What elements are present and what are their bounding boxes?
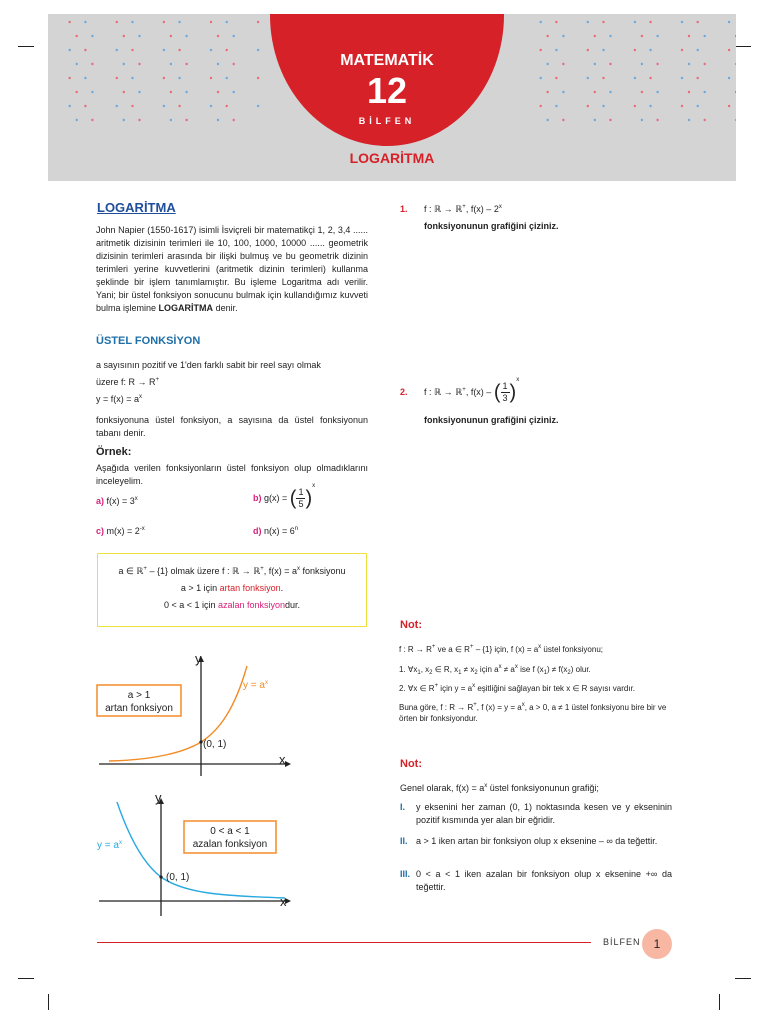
pattern-dot <box>226 21 228 23</box>
pattern-dot <box>185 119 187 121</box>
curve-label-sup: x <box>264 680 268 686</box>
pattern-dot <box>594 91 596 93</box>
crop-mark <box>719 994 720 1010</box>
pattern-dot <box>641 63 643 65</box>
note-1-line4 <box>399 702 677 724</box>
pattern-dot <box>178 105 180 107</box>
pattern-dot <box>587 49 589 51</box>
exp-line2-sup: + <box>155 377 160 383</box>
pattern-dot <box>131 21 133 23</box>
pattern-dot <box>704 119 706 121</box>
example-c-expr: m(x) = 2 <box>106 526 140 536</box>
pattern-dot <box>123 119 125 121</box>
pattern-dot <box>728 21 730 23</box>
box-l1-tail: fonksiyonu <box>300 566 346 576</box>
curve-label-text: y = a <box>97 840 119 851</box>
pattern-dot <box>681 49 683 51</box>
pattern-dot <box>594 63 596 65</box>
n1-l2-sub3: 1 <box>458 670 462 676</box>
intro-paragraph <box>96 224 368 315</box>
pattern-dot <box>602 105 604 107</box>
example-d-sup: n <box>294 526 299 532</box>
y-label: y <box>155 790 162 805</box>
pattern-dot <box>547 63 549 65</box>
n2-intro-end: üstel fonksiyonunun grafiği; <box>487 783 599 793</box>
note-2-intro <box>400 782 599 795</box>
n2-intro: Genel olarak, f(x) = a <box>400 783 485 793</box>
pattern-dot <box>170 63 172 65</box>
exp-formula-text: y = f(x) = a <box>96 394 140 404</box>
graph-tag-line1: 0 < a < 1 <box>210 826 250 837</box>
pattern-dot <box>233 63 235 65</box>
exp-desc-text: fonksiyonuna üstel fonksiyon, a sayısına da üstel fonksiyonun tabanı denir. <box>96 415 368 438</box>
q2-sup1: + <box>462 387 466 393</box>
fraction-num: 1 <box>502 381 508 392</box>
pattern-dot <box>116 105 118 107</box>
pattern-dot <box>84 105 86 107</box>
intro-text: John Napier (1550-1617) isimli İsviçreli bir matematikçi 1, 2, 3,4 ...... aritmetik dizisinin terimleri ile 10, 100, 1000, 10000 ...... geometrik dizisinin terimleri arasında bir ilişki bulmuş ve bu geometrik dizinin terimleri yerine kuvvetlerini (aritmetik dizinin terimleri) kullanma şeklinde bir işlem tanımlamıştır. Bu işleme Logaritma adı verilir. Yani; bir üstel fonksiyon sonucunu bulmak için kullandığımız kuvveti bulma işlemine <box>96 225 368 313</box>
increasing-graph <box>95 648 295 780</box>
box-l3-mag: azalan fonksiyon <box>217 600 286 610</box>
box-line2 <box>98 580 366 597</box>
q2-expr2: , f(x) – <box>465 387 492 397</box>
pattern-dot <box>562 35 564 37</box>
crop-mark <box>735 978 751 979</box>
exp-line2-text: üzere f: R → R <box>96 377 156 387</box>
n1-l4-sup: + <box>473 702 477 708</box>
footer-brand: BİLFEN <box>603 937 641 947</box>
question-1-instruction: fonksiyonunun grafiğini çiziniz. <box>424 221 559 231</box>
n1-l2-sub2: 2 <box>429 670 433 676</box>
pattern-dot <box>656 63 658 65</box>
pattern-dot <box>587 105 589 107</box>
pattern-dot <box>84 49 86 51</box>
pattern-dot <box>688 91 690 93</box>
pattern-dot <box>76 119 78 121</box>
graph-tag-line1: a > 1 <box>127 690 151 701</box>
pattern-dot <box>728 77 730 79</box>
pattern-dot <box>210 77 212 79</box>
pattern-dot <box>562 91 564 93</box>
box-line1 <box>98 563 366 580</box>
pattern-dot <box>540 49 542 51</box>
pattern-dot <box>91 63 93 65</box>
note-2-i-label: I. <box>400 802 406 812</box>
exp-line1-text: a sayısının pozitif ve 1'den farklı sabit bir reel sayı olmak <box>96 360 321 370</box>
pattern-dot <box>123 63 125 65</box>
n1-l4c: , a > 0, a ≠ 1 üstel fonksiyonu bire bir ve örten bir fonksiyondur. <box>399 703 667 723</box>
pattern-dot <box>697 49 699 51</box>
pattern-dot <box>217 63 219 65</box>
pattern-dot <box>131 49 133 51</box>
pattern-dot <box>562 63 564 65</box>
n1-l1-sup2: + <box>469 644 474 650</box>
n1-l4: Buna göre, f : R → R <box>399 703 474 712</box>
pattern-dot <box>609 63 611 65</box>
pattern-dot <box>540 21 542 23</box>
curve-label <box>243 680 268 691</box>
exp-formula <box>96 393 142 406</box>
note-1-title: Not: <box>400 619 422 631</box>
note-2-iii-text: 0 < a < 1 iken azalan bir fonksiyon olup x eksenine +∞ da teğettir. <box>416 869 672 892</box>
pattern-dot <box>634 77 636 79</box>
pattern-dot <box>609 119 611 121</box>
n1-l2-sub5: 1 <box>543 670 548 676</box>
n1-l1d: üstel fonksiyonu; <box>541 645 603 654</box>
pattern-dot <box>91 91 93 93</box>
pattern-dot <box>185 91 187 93</box>
pattern-dot <box>555 77 557 79</box>
pattern-dot <box>587 21 589 23</box>
n1-l2f: ≠ a <box>501 665 515 674</box>
n1-l2h: ) ≠ f(x <box>547 665 568 674</box>
pattern-dot <box>656 35 658 37</box>
pattern-dot <box>163 49 165 51</box>
pattern-dot <box>226 49 228 51</box>
pattern-dot <box>704 35 706 37</box>
example-a <box>96 495 138 508</box>
pattern-dot <box>257 77 259 79</box>
pattern-dot <box>649 21 651 23</box>
pattern-dot <box>735 63 736 65</box>
pattern-dot <box>69 77 71 79</box>
section-title: LOGARİTMA <box>97 200 176 215</box>
curve-label-text: y = a <box>243 680 265 691</box>
pattern-dot <box>210 105 212 107</box>
q1-sup1: + <box>462 204 466 210</box>
exp-formula-sup: x <box>139 394 143 400</box>
box-line3 <box>98 597 366 614</box>
pattern-dot <box>257 49 259 51</box>
fraction-den: 3 <box>502 393 508 404</box>
pattern-dot <box>688 119 690 121</box>
box-l1-end: , f(x) = a <box>263 566 298 576</box>
pattern-dot <box>210 49 212 51</box>
pattern-dot <box>226 105 228 107</box>
pattern-dot <box>84 21 86 23</box>
pattern-dot <box>76 63 78 65</box>
pattern-dot <box>641 35 643 37</box>
exp-desc <box>96 414 368 440</box>
pattern-dot <box>634 105 636 107</box>
pattern-dot <box>555 49 557 51</box>
crop-mark <box>18 978 34 979</box>
n2-intro-sup: x <box>484 783 488 789</box>
note-2-ii-label: II. <box>400 836 408 846</box>
pattern-dot <box>602 49 604 51</box>
pattern-dot <box>555 21 557 23</box>
pattern-dot <box>704 63 706 65</box>
box-l3-pre: 0 < a < 1 için <box>163 600 218 610</box>
curve-label <box>97 840 122 851</box>
q2-number: 2. <box>400 387 408 397</box>
pattern-dot <box>123 91 125 93</box>
q1-expr: f : ℝ → ℝ <box>424 204 463 214</box>
n1-l2-sub4: 2 <box>474 670 478 676</box>
subject-title: MATEMATİK <box>340 52 434 69</box>
example-d-expr: n(x) = 6 <box>264 526 295 536</box>
pattern-dot <box>170 35 172 37</box>
pattern-dot <box>131 105 133 107</box>
pattern-dot <box>76 35 78 37</box>
pattern-dot <box>697 105 699 107</box>
pattern-dot <box>697 77 699 79</box>
pattern-dot <box>697 21 699 23</box>
box-l1-sup1: + <box>143 566 147 572</box>
pattern-dot <box>84 77 86 79</box>
n1-l2-sub1: 1 <box>417 670 421 676</box>
pattern-dot <box>178 77 180 79</box>
pattern-dot <box>116 77 118 79</box>
pattern-dot <box>69 105 71 107</box>
pattern-dot <box>138 35 140 37</box>
pattern-dot <box>163 77 165 79</box>
graph-tag-line2: artan fonksiyon <box>105 703 173 714</box>
question-1 <box>400 203 502 216</box>
pattern-dot <box>217 35 219 37</box>
pattern-dot <box>602 77 604 79</box>
pattern-dot <box>555 105 557 107</box>
pattern-dot <box>634 21 636 23</box>
x-axis-arrow <box>285 761 291 767</box>
intro-end: denir. <box>215 303 238 313</box>
example-a-expr: f(x) = 3 <box>106 496 135 506</box>
pattern-dot <box>547 35 549 37</box>
pattern-dot <box>587 77 589 79</box>
q1-expr2: , f(x) – 2 <box>465 204 499 214</box>
n1-l3-sup: + <box>434 683 439 689</box>
pattern-dot <box>178 21 180 23</box>
pattern-dot <box>688 35 690 37</box>
pattern-dot <box>641 91 643 93</box>
pattern-dot <box>233 35 235 37</box>
n1-l1b: ve a ∈ R <box>435 645 470 654</box>
box-l3-end: dur. <box>285 600 301 610</box>
example-b-label: b) <box>253 493 262 503</box>
n1-l1c: – {1} için, f (x) = a <box>473 645 539 654</box>
paren-close: ) <box>509 381 517 404</box>
pattern-dot <box>69 21 71 23</box>
pattern-dot <box>138 119 140 121</box>
page-header <box>48 14 736 181</box>
badge-brand: BİLFEN <box>358 116 416 126</box>
pattern-dot <box>210 21 212 23</box>
pattern-dot <box>540 77 542 79</box>
y-label: y <box>195 651 202 666</box>
example-title: Örnek: <box>96 446 132 458</box>
pattern-dot <box>704 91 706 93</box>
decreasing-graph <box>95 790 295 922</box>
pattern-dot <box>649 49 651 51</box>
n1-l4-sup2: x <box>521 702 525 708</box>
example-a-label: a) <box>96 496 105 506</box>
pattern-dot <box>116 49 118 51</box>
pattern-dot <box>728 105 730 107</box>
pattern-dot <box>728 49 730 51</box>
pattern-dot <box>649 105 651 107</box>
pattern-dot <box>69 49 71 51</box>
pattern-dot <box>91 35 93 37</box>
pattern-dot <box>226 77 228 79</box>
pattern-dot <box>185 35 187 37</box>
n1-l3: 2. ∀x ∈ R <box>399 684 435 693</box>
note-2-ii-text: a > 1 iken artan bir fonksiyon olup x eksenine – ∞ da teğettir. <box>416 836 658 846</box>
intro-bold: LOGARİTMA <box>158 303 214 313</box>
paren-open: ( <box>289 487 297 510</box>
pattern-dot <box>233 91 235 93</box>
note-2-i-text: y eksenini her zaman (0, 1) noktasında kesen ve y ekseninin pozitif kısmında yer alan bir eğridir. <box>416 802 672 825</box>
pattern-dot <box>547 91 549 93</box>
example-c-label: c) <box>96 526 105 536</box>
pattern-dot <box>649 77 651 79</box>
n1-l4b: , f (x) = y = a <box>476 703 522 712</box>
note-2-title: Not: <box>400 758 422 770</box>
pattern-dot <box>91 119 93 121</box>
n1-l3b: için y = a <box>438 684 473 693</box>
n1-l2g: ise f (x <box>517 665 544 674</box>
example-c <box>96 525 145 538</box>
exp-line2 <box>96 376 159 389</box>
pattern-dot <box>540 105 542 107</box>
example-text: Aşağıda verilen fonksiyonların üstel fonksiyon olup olmadıklarını inceleyelim. <box>96 463 368 486</box>
subsection-title: ÜSTEL FONKSİYON <box>96 335 201 347</box>
n1-l1-sup: + <box>431 644 436 650</box>
pattern-dot <box>681 105 683 107</box>
example-c-sup: -x <box>139 526 145 532</box>
pattern-dot <box>735 35 736 37</box>
pattern-dot <box>131 77 133 79</box>
pattern-dot <box>257 21 259 23</box>
note-1-line1 <box>399 643 603 656</box>
n1-l2-sup2: x <box>514 664 518 670</box>
pattern-dot <box>257 105 259 107</box>
n1-l1: f : R → R <box>399 645 432 654</box>
box-l2-pre: a > 1 için <box>180 583 220 593</box>
paren-open: ( <box>493 381 501 404</box>
box-l2-end: . <box>280 583 284 593</box>
pattern-dot <box>681 21 683 23</box>
n1-l3c: eşitliğini sağlayan bir tek x ∈ R sayısı vardır. <box>475 684 636 693</box>
box-l1-mid: – {1} olmak üzere f : ℝ → ℝ <box>146 566 261 576</box>
pattern-dot <box>641 119 643 121</box>
pattern-dot <box>656 119 658 121</box>
note-2-iii-label: III. <box>400 869 411 879</box>
pattern-dot <box>609 91 611 93</box>
graph-tag-line2: azalan fonksiyon <box>192 839 268 850</box>
example-d <box>253 525 298 538</box>
note-1-line2 <box>399 663 591 676</box>
pattern-dot <box>562 119 564 121</box>
pattern-dot <box>602 21 604 23</box>
n1-l2i: ) olur. <box>570 665 591 674</box>
question-2-instruction: fonksiyonunun grafiğini çiziniz. <box>424 415 559 425</box>
crop-mark <box>48 994 49 1010</box>
point-label: (0, 1) <box>203 739 227 750</box>
q1-number: 1. <box>400 204 408 214</box>
fraction <box>501 381 510 404</box>
n1-l2c: ∈ R, x <box>432 665 459 674</box>
pattern-dot <box>688 63 690 65</box>
example-b-expr: g(x) = <box>264 493 288 503</box>
pattern-dot <box>681 77 683 79</box>
q2-expr: f : ℝ → ℝ <box>424 387 463 397</box>
intercept-point <box>159 875 162 878</box>
pattern-dot <box>217 91 219 93</box>
example-a-sup: x <box>134 496 138 502</box>
definition-box <box>97 553 367 627</box>
note-1-line3 <box>399 682 635 695</box>
pattern-dot <box>116 21 118 23</box>
pattern-dot <box>163 21 165 23</box>
box-l1-sup3: x <box>297 566 301 572</box>
paren-close: ) <box>305 487 313 510</box>
pattern-dot <box>170 119 172 121</box>
n1-l2b: , x <box>420 665 430 674</box>
pattern-dot <box>138 63 140 65</box>
crop-mark <box>735 46 751 47</box>
page-number: 1 <box>642 929 672 959</box>
pattern-dot <box>178 49 180 51</box>
n1-l2e: için a <box>477 665 499 674</box>
q2-sup2: x <box>516 377 520 383</box>
fraction-den: 5 <box>298 499 304 510</box>
x-label: x <box>279 752 286 767</box>
q1-sup2: x <box>498 204 502 210</box>
pattern-dot <box>735 119 736 121</box>
pattern-dot <box>634 49 636 51</box>
pattern-dot <box>547 119 549 121</box>
fraction-num: 1 <box>298 487 304 498</box>
n1-l2-sub6: 2 <box>567 670 571 676</box>
n1-l2: 1. ∀x <box>399 665 418 674</box>
pattern-dot <box>123 35 125 37</box>
pattern-dot <box>170 91 172 93</box>
box-l1-sup2: + <box>260 566 264 572</box>
n1-l3-sup2: x <box>472 683 476 689</box>
example-b-sup: x <box>312 483 316 489</box>
exp-line1 <box>96 359 368 372</box>
header-topic: LOGARİTMA <box>349 150 435 166</box>
pattern-dot <box>656 91 658 93</box>
box-l2-red: artan fonksiyon <box>219 583 281 593</box>
example-d-label: d) <box>253 526 262 536</box>
curve-label-sup: x <box>118 840 122 846</box>
pattern-dot <box>217 119 219 121</box>
n1-l1-sup3: x <box>538 644 542 650</box>
pattern-dot <box>76 91 78 93</box>
example-b <box>253 483 316 510</box>
box-l1-pre: a ∈ ℝ <box>118 566 144 576</box>
pattern-dot <box>594 35 596 37</box>
point-label: (0, 1) <box>166 872 190 883</box>
pattern-dot <box>594 119 596 121</box>
n1-l2d: ≠ x <box>461 665 475 674</box>
x-label: x <box>280 894 287 909</box>
question-2 <box>400 377 520 404</box>
pattern-dot <box>233 119 235 121</box>
pattern-dot <box>163 105 165 107</box>
n1-l2-sup1: x <box>498 664 502 670</box>
pattern-dot <box>609 35 611 37</box>
crop-mark <box>18 46 34 47</box>
pattern-dot <box>735 91 736 93</box>
footer-rule <box>97 942 591 943</box>
pattern-dot <box>185 63 187 65</box>
grade-number: 12 <box>366 70 408 111</box>
pattern-dot <box>138 91 140 93</box>
